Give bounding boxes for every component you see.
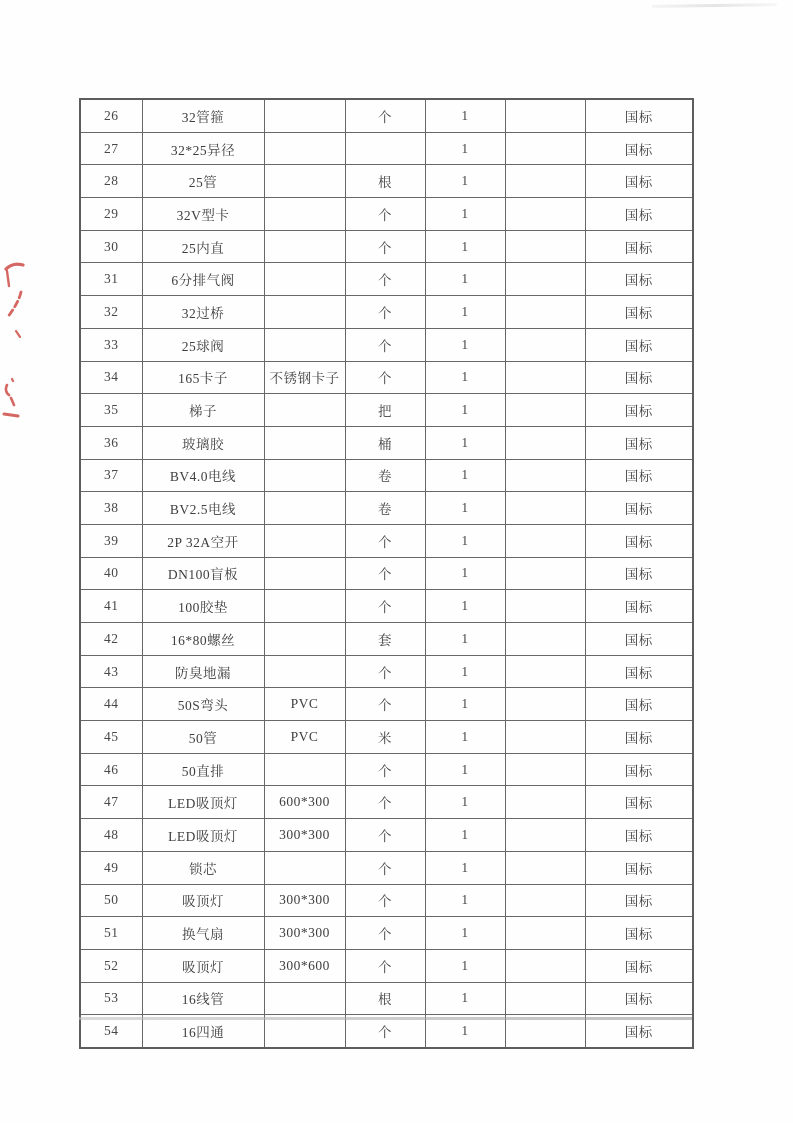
table-row — [80, 949, 693, 982]
cell-unit: 个 — [345, 688, 425, 721]
cell-blank — [505, 753, 585, 786]
cell-standard: 国标 — [585, 851, 693, 884]
cell-name: 25球阀 — [142, 328, 264, 361]
table-row — [80, 459, 693, 492]
table-row — [80, 982, 693, 1015]
cell-no: 42 — [80, 623, 142, 656]
cell-spec — [264, 263, 345, 296]
cell-unit: 个 — [345, 655, 425, 688]
materials-table — [79, 98, 694, 1049]
cell-spec: 300*600 — [264, 949, 345, 982]
cell-unit — [345, 132, 425, 165]
cell-unit: 个 — [345, 361, 425, 394]
cell-blank — [505, 132, 585, 165]
cell-no: 40 — [80, 557, 142, 590]
cell-name: 防臭地漏 — [142, 655, 264, 688]
cell-spec: 300*300 — [264, 917, 345, 950]
cell-qty: 1 — [425, 492, 505, 525]
cell-name: 165卡子 — [142, 361, 264, 394]
table-body — [80, 99, 693, 1048]
cell-standard: 国标 — [585, 786, 693, 819]
cell-standard: 国标 — [585, 524, 693, 557]
cell-qty: 1 — [425, 165, 505, 198]
red-handwriting-marks — [0, 255, 34, 425]
table-row — [80, 557, 693, 590]
cell-unit: 根 — [345, 982, 425, 1015]
cell-blank — [505, 524, 585, 557]
table-row — [80, 99, 693, 132]
cell-unit: 套 — [345, 623, 425, 656]
cell-no: 46 — [80, 753, 142, 786]
cell-no: 43 — [80, 655, 142, 688]
cell-name: 梯子 — [142, 394, 264, 427]
cell-standard: 国标 — [585, 949, 693, 982]
cell-qty: 1 — [425, 296, 505, 329]
cell-standard: 国标 — [585, 296, 693, 329]
cell-blank — [505, 198, 585, 231]
cell-qty: 1 — [425, 688, 505, 721]
cell-name: 50管 — [142, 721, 264, 754]
table-row — [80, 623, 693, 656]
cell-no: 47 — [80, 786, 142, 819]
cell-standard: 国标 — [585, 263, 693, 296]
cell-blank — [505, 590, 585, 623]
cell-no: 38 — [80, 492, 142, 525]
cell-qty: 1 — [425, 917, 505, 950]
cell-standard: 国标 — [585, 884, 693, 917]
table-row — [80, 884, 693, 917]
cell-spec — [264, 851, 345, 884]
cell-no: 50 — [80, 884, 142, 917]
cell-spec — [264, 99, 345, 132]
cell-unit: 个 — [345, 328, 425, 361]
cell-standard: 国标 — [585, 361, 693, 394]
cell-spec — [264, 426, 345, 459]
cell-spec — [264, 230, 345, 263]
cell-spec: 300*300 — [264, 819, 345, 852]
cell-blank — [505, 982, 585, 1015]
cell-unit: 把 — [345, 394, 425, 427]
cell-no: 53 — [80, 982, 142, 1015]
table-row — [80, 590, 693, 623]
cell-spec — [264, 394, 345, 427]
cell-qty: 1 — [425, 426, 505, 459]
cell-blank — [505, 819, 585, 852]
cell-unit: 个 — [345, 819, 425, 852]
cell-unit: 个 — [345, 198, 425, 231]
table-row — [80, 851, 693, 884]
table-row — [80, 655, 693, 688]
cell-spec: PVC — [264, 721, 345, 754]
table-row — [80, 230, 693, 263]
cell-spec — [264, 165, 345, 198]
red-stroke — [12, 379, 13, 381]
cell-no: 32 — [80, 296, 142, 329]
red-stroke — [16, 331, 20, 337]
cell-spec: 600*300 — [264, 786, 345, 819]
cell-name: 16四通 — [142, 1015, 264, 1048]
cell-name: 6分排气阀 — [142, 263, 264, 296]
cell-no: 44 — [80, 688, 142, 721]
cell-no: 31 — [80, 263, 142, 296]
cell-no: 51 — [80, 917, 142, 950]
cell-no: 37 — [80, 459, 142, 492]
cell-standard: 国标 — [585, 328, 693, 361]
cell-spec: 不锈钢卡子 — [264, 361, 345, 394]
cell-name: 100胶垫 — [142, 590, 264, 623]
cell-spec — [264, 524, 345, 557]
table-row — [80, 492, 693, 525]
cell-blank — [505, 655, 585, 688]
cell-spec — [264, 753, 345, 786]
table-bottom-scan-shadow — [79, 1017, 692, 1020]
cell-standard: 国标 — [585, 132, 693, 165]
table-row — [80, 753, 693, 786]
table-row — [80, 394, 693, 427]
cell-qty: 1 — [425, 361, 505, 394]
cell-blank — [505, 328, 585, 361]
cell-unit: 个 — [345, 524, 425, 557]
cell-unit: 桶 — [345, 426, 425, 459]
cell-no: 36 — [80, 426, 142, 459]
red-stroke — [6, 385, 9, 395]
cell-no: 48 — [80, 819, 142, 852]
table-row — [80, 786, 693, 819]
table-row — [80, 819, 693, 852]
cell-name: 32管箍 — [142, 99, 264, 132]
cell-qty: 1 — [425, 884, 505, 917]
cell-spec — [264, 623, 345, 656]
cell-qty: 1 — [425, 721, 505, 754]
cell-no: 45 — [80, 721, 142, 754]
red-stroke — [6, 264, 23, 269]
cell-blank — [505, 394, 585, 427]
cell-blank — [505, 459, 585, 492]
cell-no: 34 — [80, 361, 142, 394]
cell-unit: 个 — [345, 917, 425, 950]
cell-qty: 1 — [425, 524, 505, 557]
cell-spec — [264, 198, 345, 231]
cell-unit: 米 — [345, 721, 425, 754]
cell-blank — [505, 623, 585, 656]
cell-qty: 1 — [425, 786, 505, 819]
cell-no: 33 — [80, 328, 142, 361]
cell-standard: 国标 — [585, 230, 693, 263]
cell-qty: 1 — [425, 198, 505, 231]
table-row — [80, 917, 693, 950]
cell-blank — [505, 361, 585, 394]
cell-standard: 国标 — [585, 394, 693, 427]
table-row — [80, 263, 693, 296]
cell-no: 41 — [80, 590, 142, 623]
cell-qty: 1 — [425, 753, 505, 786]
cell-no: 28 — [80, 165, 142, 198]
cell-unit: 个 — [345, 230, 425, 263]
cell-qty: 1 — [425, 949, 505, 982]
cell-unit: 个 — [345, 949, 425, 982]
cell-unit: 个 — [345, 753, 425, 786]
cell-no: 27 — [80, 132, 142, 165]
cell-qty: 1 — [425, 328, 505, 361]
cell-unit: 个 — [345, 99, 425, 132]
cell-no: 30 — [80, 230, 142, 263]
cell-name: 吸顶灯 — [142, 884, 264, 917]
table-row — [80, 426, 693, 459]
cell-no: 49 — [80, 851, 142, 884]
cell-name: BV4.0电线 — [142, 459, 264, 492]
cell-standard: 国标 — [585, 165, 693, 198]
cell-blank — [505, 786, 585, 819]
table-row — [80, 198, 693, 231]
cell-standard: 国标 — [585, 557, 693, 590]
cell-spec: PVC — [264, 688, 345, 721]
cell-spec — [264, 655, 345, 688]
cell-spec — [264, 328, 345, 361]
cell-standard: 国标 — [585, 623, 693, 656]
cell-standard: 国标 — [585, 655, 693, 688]
table-row — [80, 165, 693, 198]
cell-spec — [264, 557, 345, 590]
cell-spec — [264, 296, 345, 329]
cell-name: 玻璃胶 — [142, 426, 264, 459]
cell-name: 锁芯 — [142, 851, 264, 884]
cell-name: 50S弯头 — [142, 688, 264, 721]
cell-spec — [264, 982, 345, 1015]
cell-no: 54 — [80, 1015, 142, 1048]
red-stroke — [7, 271, 9, 286]
scan-artifact — [652, 3, 777, 8]
cell-no: 26 — [80, 99, 142, 132]
cell-unit: 个 — [345, 590, 425, 623]
cell-name: 32*25异径 — [142, 132, 264, 165]
cell-no: 52 — [80, 949, 142, 982]
cell-qty: 1 — [425, 851, 505, 884]
cell-qty: 1 — [425, 263, 505, 296]
cell-standard: 国标 — [585, 917, 693, 950]
cell-name: 25内直 — [142, 230, 264, 263]
cell-name: 32V型卡 — [142, 198, 264, 231]
cell-blank — [505, 99, 585, 132]
cell-no: 29 — [80, 198, 142, 231]
cell-no: 35 — [80, 394, 142, 427]
cell-name: LED吸顶灯 — [142, 786, 264, 819]
table-row — [80, 296, 693, 329]
cell-blank — [505, 721, 585, 754]
cell-standard: 国标 — [585, 1015, 693, 1048]
cell-blank — [505, 230, 585, 263]
table-row — [80, 721, 693, 754]
cell-standard: 国标 — [585, 99, 693, 132]
red-stroke — [7, 292, 21, 318]
cell-spec — [264, 459, 345, 492]
cell-blank — [505, 165, 585, 198]
cell-name: 50直排 — [142, 753, 264, 786]
cell-qty: 1 — [425, 590, 505, 623]
table-row — [80, 361, 693, 394]
cell-unit: 个 — [345, 786, 425, 819]
cell-standard: 国标 — [585, 982, 693, 1015]
cell-spec — [264, 492, 345, 525]
cell-name: 换气扇 — [142, 917, 264, 950]
cell-blank — [505, 851, 585, 884]
cell-qty: 1 — [425, 819, 505, 852]
cell-blank — [505, 884, 585, 917]
cell-qty: 1 — [425, 1015, 505, 1048]
red-stroke — [11, 398, 14, 405]
cell-standard: 国标 — [585, 426, 693, 459]
cell-standard: 国标 — [585, 688, 693, 721]
cell-standard: 国标 — [585, 198, 693, 231]
cell-standard: 国标 — [585, 721, 693, 754]
cell-standard: 国标 — [585, 819, 693, 852]
table-row — [80, 524, 693, 557]
cell-blank — [505, 263, 585, 296]
cell-blank — [505, 949, 585, 982]
cell-qty: 1 — [425, 557, 505, 590]
cell-unit: 个 — [345, 851, 425, 884]
cell-unit: 个 — [345, 1015, 425, 1048]
cell-standard: 国标 — [585, 459, 693, 492]
cell-blank — [505, 492, 585, 525]
cell-unit: 个 — [345, 884, 425, 917]
cell-spec: 300*300 — [264, 884, 345, 917]
cell-standard: 国标 — [585, 753, 693, 786]
cell-blank — [505, 688, 585, 721]
cell-name: 16线管 — [142, 982, 264, 1015]
cell-qty: 1 — [425, 623, 505, 656]
cell-qty: 1 — [425, 982, 505, 1015]
cell-spec — [264, 590, 345, 623]
cell-blank — [505, 426, 585, 459]
cell-qty: 1 — [425, 99, 505, 132]
cell-name: 25管 — [142, 165, 264, 198]
cell-qty: 1 — [425, 459, 505, 492]
cell-unit: 卷 — [345, 459, 425, 492]
cell-unit: 根 — [345, 165, 425, 198]
cell-qty: 1 — [425, 132, 505, 165]
cell-standard: 国标 — [585, 590, 693, 623]
cell-blank — [505, 557, 585, 590]
cell-blank — [505, 296, 585, 329]
cell-name: LED吸顶灯 — [142, 819, 264, 852]
cell-unit: 个 — [345, 296, 425, 329]
cell-unit: 个 — [345, 557, 425, 590]
cell-spec — [264, 132, 345, 165]
cell-name: 32过桥 — [142, 296, 264, 329]
cell-unit: 个 — [345, 263, 425, 296]
cell-qty: 1 — [425, 394, 505, 427]
cell-unit: 卷 — [345, 492, 425, 525]
table-row — [80, 688, 693, 721]
cell-name: 2P 32A空开 — [142, 524, 264, 557]
cell-name: 吸顶灯 — [142, 949, 264, 982]
cell-name: 16*80螺丝 — [142, 623, 264, 656]
cell-name: DN100盲板 — [142, 557, 264, 590]
cell-no: 39 — [80, 524, 142, 557]
cell-name: BV2.5电线 — [142, 492, 264, 525]
cell-qty: 1 — [425, 655, 505, 688]
red-stroke — [4, 414, 18, 416]
cell-standard: 国标 — [585, 492, 693, 525]
cell-qty: 1 — [425, 230, 505, 263]
cell-blank — [505, 917, 585, 950]
table-row — [80, 328, 693, 361]
table-row — [80, 132, 693, 165]
